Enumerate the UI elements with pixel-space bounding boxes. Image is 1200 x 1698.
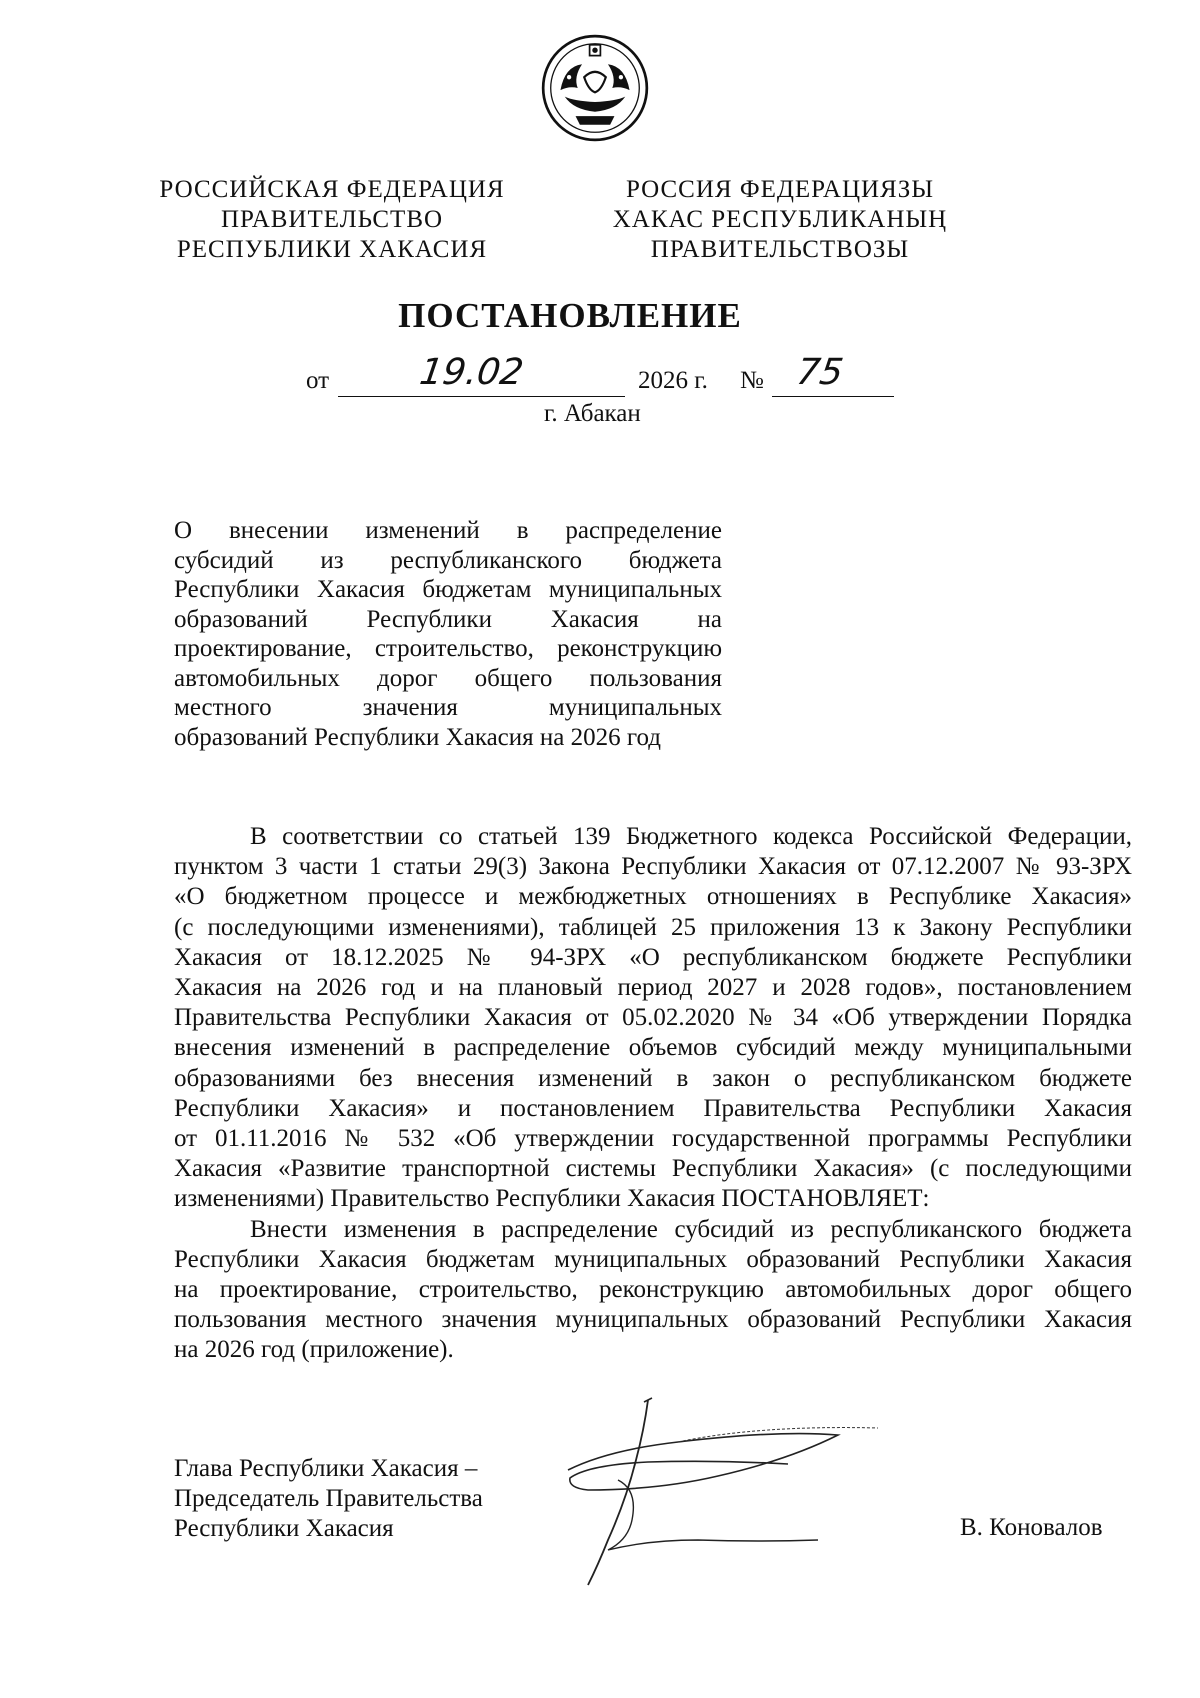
subject-line: Республики Хакасия бюджетам муниципальных	[174, 576, 722, 603]
subject-line: субсидий из республиканского бюджета	[174, 546, 722, 574]
body-line: внесения изменений в распределение объемов субсидий между муниципальными	[174, 1034, 1132, 1062]
header-left-line: РЕСПУБЛИКИ ХАКАСИЯ	[176, 236, 488, 263]
year-label: 2026 г.	[638, 367, 708, 394]
handwritten-signature	[548, 1390, 888, 1590]
body-line: на 2026 год (приложение).	[174, 1336, 454, 1364]
body-line: Республики Хакасия» и постановлением Правительства Республики Хакасия	[174, 1094, 1132, 1122]
header-left-line: РОССИЙСКАЯ ФЕДЕРАЦИЯ	[159, 176, 505, 203]
body-line: (с последующими изменениями), таблицей 25 приложения 13 к Закону Республики	[174, 913, 1132, 941]
number-sign: №	[740, 367, 764, 394]
document-type: ПОСТАНОВЛЕНИЕ	[398, 296, 742, 335]
emblem-icon	[541, 34, 649, 142]
date-handwritten: 19.02	[417, 352, 526, 393]
header-right-line: РОССИЯ ФЕДЕРАЦИЯЗЫ	[625, 176, 935, 203]
subject-line: образований Республики Хакасия на	[174, 605, 722, 633]
subject-line: образований Республики Хакасия на 2026 год	[174, 723, 662, 751]
date-underline	[338, 396, 625, 397]
signatory-title-line: Председатель Правительства	[174, 1485, 483, 1512]
signatory-title-line: Республики Хакасия	[174, 1515, 394, 1542]
body-line: Внести изменения в распределение субсидий из республиканского бюджета	[250, 1215, 1132, 1243]
signatory-title	[174, 1454, 483, 1544]
body-line: «О бюджетном процессе и межбюджетных отношениях в Республике Хакасия»	[174, 883, 1132, 911]
subject-line: автомобильных дорог общего пользования	[174, 664, 722, 692]
subject-line: О внесении изменений в распределение	[174, 517, 722, 544]
signatory-title-line: Глава Республики Хакасия –	[174, 1455, 478, 1482]
body-line: образованиями без внесения изменений в закон о республиканском бюджете	[174, 1064, 1132, 1092]
body-line: пунктом 3 части 1 статьи 29(3) Закона Республики Хакасия от 07.12.2007 № 93-ЗРХ	[174, 853, 1132, 881]
subject-line: проектирование, строительство, реконструкцию	[174, 635, 722, 662]
body-line: Хакасия на 2026 год и на плановый период 2027 и 2028 годов», постановлением	[174, 974, 1132, 1002]
body-line: Хакасия от 18.12.2025 № 94-ЗРХ «О республиканском бюджете Республики	[174, 943, 1132, 971]
header-left	[122, 175, 542, 265]
document-subject	[174, 516, 722, 752]
document-body	[174, 822, 1132, 1366]
signer-name: В. Коновалов	[960, 1514, 1103, 1541]
header-right	[560, 175, 1000, 265]
city: г. Абакан	[544, 400, 641, 427]
subject-line: местного значения муниципальных	[174, 694, 722, 721]
body-line: от 01.11.2016 № 532 «Об утверждении государственной программы Республики	[174, 1125, 1132, 1153]
body-line: Правительства Республики Хакасия от 05.02.2020 № 34 «Об утверждении Порядка	[174, 1004, 1132, 1032]
body-line: Республики Хакасия бюджетам муниципальных образований Республики Хакасия	[174, 1245, 1132, 1273]
header-left-line: ПРАВИТЕЛЬСТВО	[220, 206, 444, 233]
header-right-line: ХАКАС РЕСПУБЛИКАНЫҢ	[612, 206, 948, 233]
body-line: В соответствии со статьей 139 Бюджетного кодекса Российской Федерации,	[250, 823, 1132, 850]
body-line: Хакасия «Развитие транспортной системы Республики Хакасия» (с последующими	[174, 1155, 1132, 1183]
number-underline	[772, 396, 894, 397]
header-right-line: ПРАВИТЕЛЬСТВОЗЫ	[650, 236, 910, 263]
body-line: изменениями) Правительство Республики Хакасия ПОСТАНОВЛЯЕТ:	[174, 1185, 930, 1213]
date-prefix: от	[306, 367, 330, 394]
number-handwritten: 75	[794, 352, 846, 393]
body-line: на проектирование, строительство, реконструкцию автомобильных дорог общего	[174, 1276, 1132, 1304]
body-line: пользования местного значения муниципальных образований Республики Хакасия	[174, 1306, 1132, 1334]
